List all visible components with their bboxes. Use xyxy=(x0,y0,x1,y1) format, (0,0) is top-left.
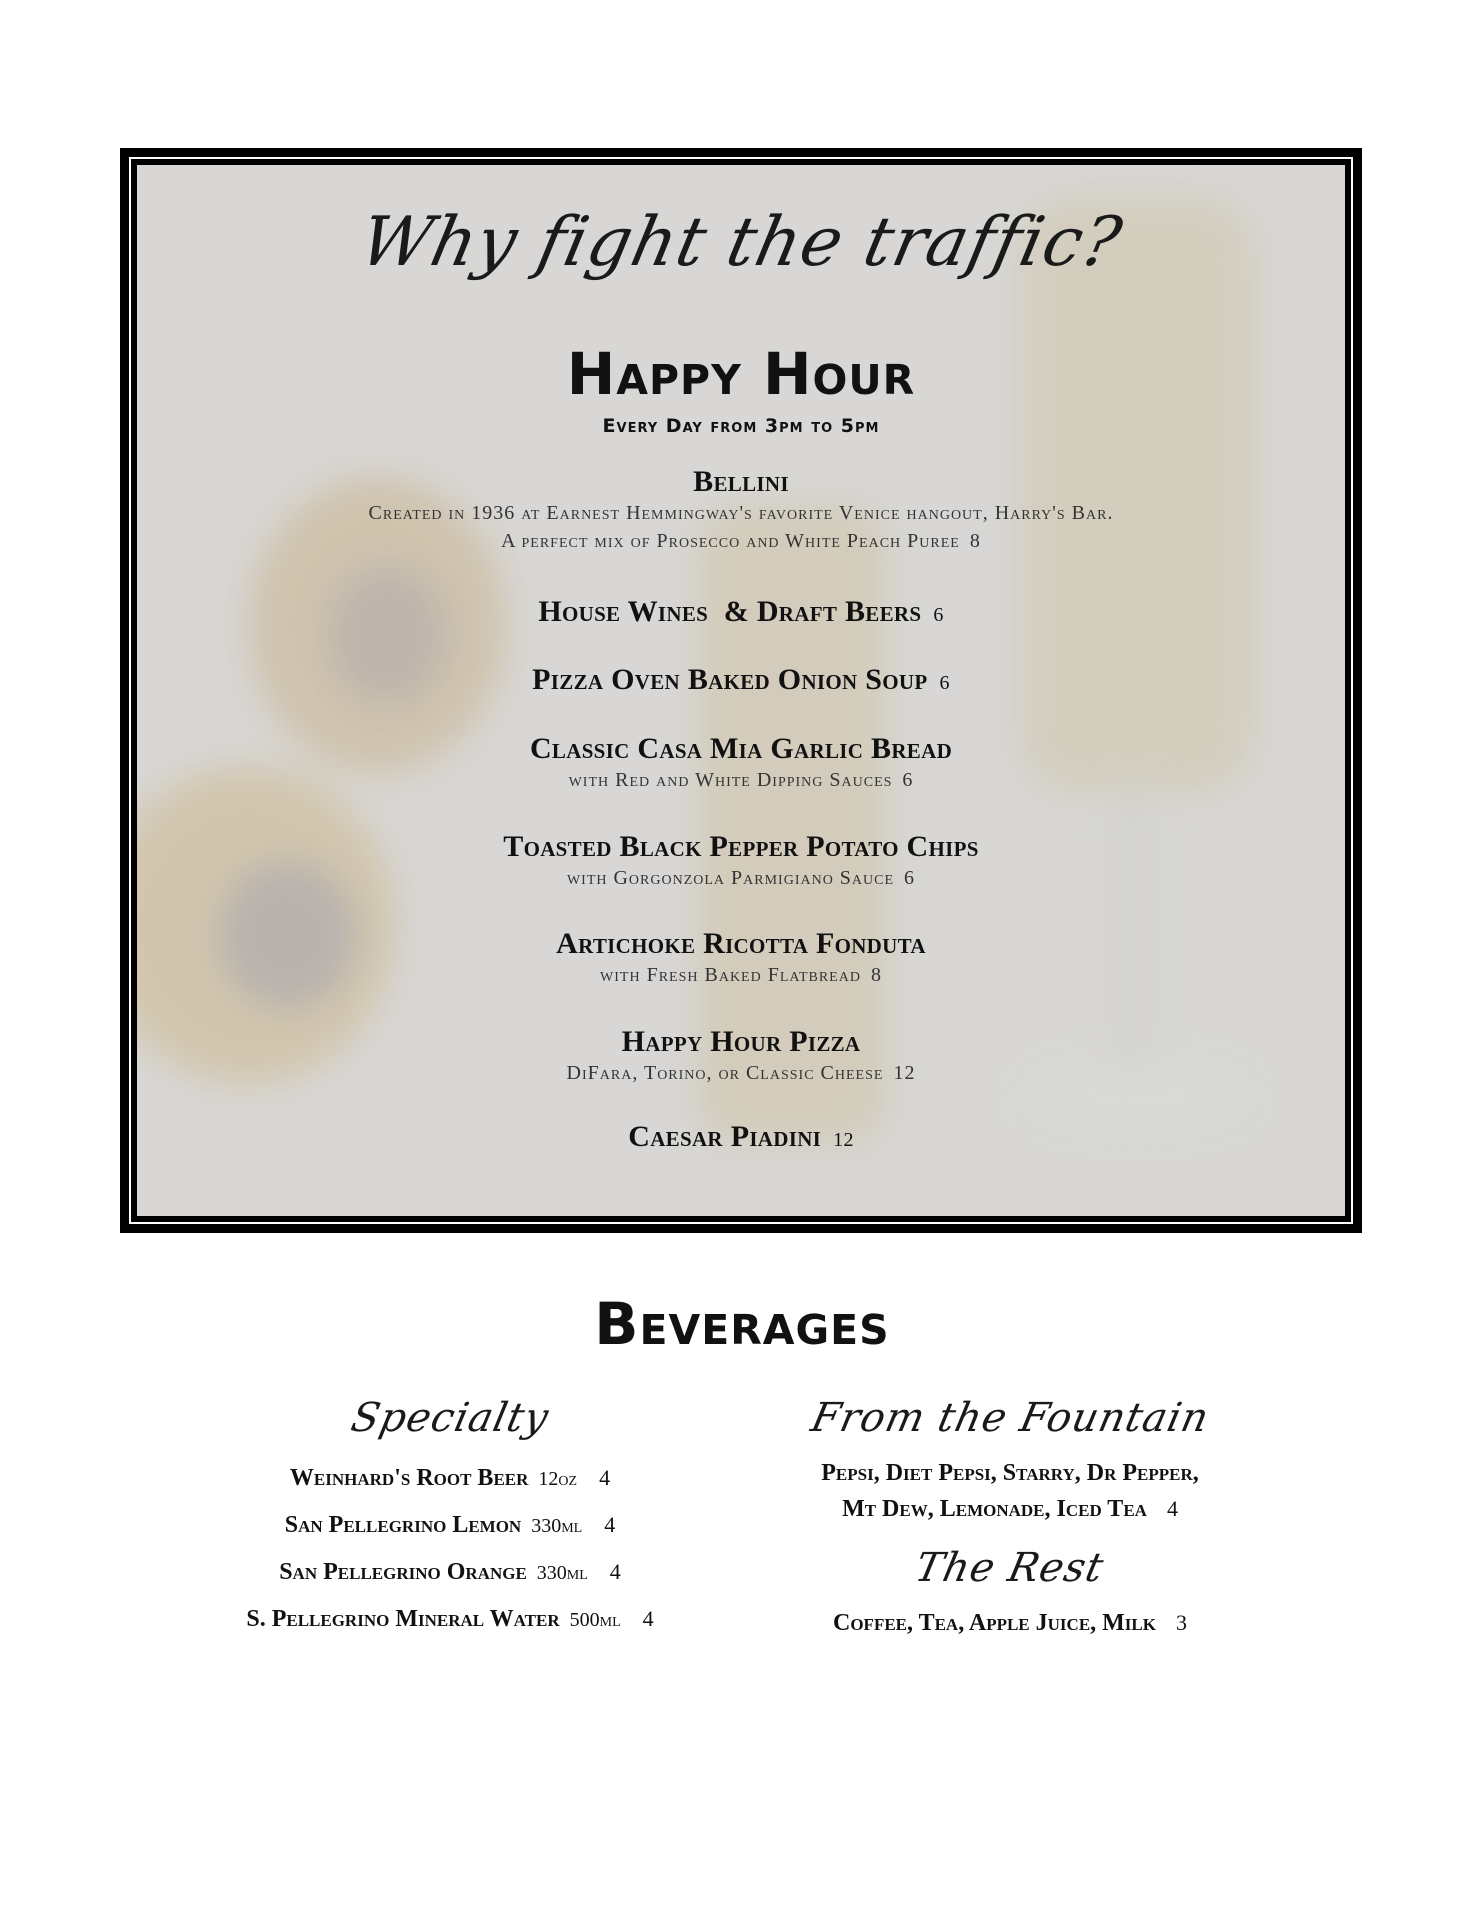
fountain-drinks xyxy=(760,1455,1260,1527)
beverage-name: S. Pellegrino Mineral Water xyxy=(246,1606,560,1632)
menu-item-onion-soup xyxy=(137,663,1345,697)
item-name: Classic Casa Mia Garlic Bread xyxy=(529,732,953,765)
fountain-price: 4 xyxy=(1166,1496,1178,1521)
the-rest-heading: The Rest xyxy=(911,1545,1109,1591)
item-price: 8 xyxy=(870,964,882,986)
item-name: Caesar Piadini xyxy=(628,1120,822,1153)
beverage-price: 4 xyxy=(604,1512,616,1537)
menu-item-happy-hour-pizza xyxy=(137,1025,1345,1087)
fountain-line: Mt Dew, Lemonade, Iced Tea xyxy=(842,1496,1147,1522)
fountain-column xyxy=(760,1395,1260,1641)
happy-hour-title: Happy Hour xyxy=(566,340,916,408)
menu-item-bellini xyxy=(137,465,1345,555)
beverage-item xyxy=(170,1455,730,1502)
specialty-heading: Specialty xyxy=(347,1395,553,1441)
beverage-size: 500ml xyxy=(569,1609,621,1631)
item-name: House Wines & Draft Beers xyxy=(538,595,922,628)
beverage-name: San Pellegrino Orange xyxy=(279,1559,527,1585)
item-description xyxy=(137,499,1345,555)
item-price: 6 xyxy=(939,672,950,694)
beverage-price: 4 xyxy=(609,1559,621,1584)
item-name: Happy Hour Pizza xyxy=(621,1025,861,1058)
description-line: Created in 1936 at Earnest Hemmingway's favorite Venice hangout, Harry's Bar. xyxy=(368,502,1114,524)
item-name: Toasted Black Pepper Potato Chips xyxy=(503,830,979,863)
happy-hour-frame xyxy=(120,148,1362,1233)
item-name: Artichoke Ricotta Fonduta xyxy=(556,927,926,960)
item-description: DiFara, Torino, or Classic Cheese xyxy=(566,1062,884,1084)
fountain-line: Pepsi, Diet Pepsi, Starry, Dr Pepper, xyxy=(821,1460,1199,1486)
description-line: A perfect mix of Prosecco and White Peach Puree xyxy=(501,530,960,552)
menu-item-house-wines xyxy=(137,595,1345,629)
menu-item-artichoke-fonduta xyxy=(137,927,1345,989)
beverage-price: 4 xyxy=(599,1465,611,1490)
specialty-column xyxy=(170,1395,730,1643)
item-description: with Fresh Baked Flatbread xyxy=(600,964,861,986)
beverage-size: 330ml xyxy=(531,1515,583,1537)
beverage-item xyxy=(170,1502,730,1549)
beverage-item xyxy=(170,1596,730,1643)
beverage-name: San Pellegrino Lemon xyxy=(284,1512,522,1538)
happy-hour-panel xyxy=(137,165,1345,1216)
beverage-price: 4 xyxy=(642,1606,654,1631)
beverage-size: 330ml xyxy=(536,1562,588,1584)
item-price: 12 xyxy=(893,1062,916,1084)
fountain-heading: From the Fountain xyxy=(806,1395,1214,1441)
item-price: 6 xyxy=(902,769,914,791)
beverage-name: Weinhard's Root Beer xyxy=(289,1465,529,1491)
rest-line: Coffee, Tea, Apple Juice, Milk xyxy=(833,1610,1156,1636)
happy-hour-schedule: Every Day from 3pm to 5pm xyxy=(602,415,880,437)
happy-hour-content xyxy=(137,165,1345,1216)
tagline: Why fight the traffic? xyxy=(353,203,1129,282)
item-price: 12 xyxy=(833,1129,854,1151)
item-price: 6 xyxy=(933,604,944,626)
item-name: Bellini xyxy=(693,465,789,498)
item-price: 8 xyxy=(969,530,981,552)
item-description: with Red and White Dipping Sauces xyxy=(568,769,893,791)
the-rest-drinks xyxy=(760,1605,1260,1641)
beverages-title: Beverages xyxy=(594,1290,890,1358)
item-name: Pizza Oven Baked Onion Soup xyxy=(532,663,928,696)
menu-item-garlic-bread xyxy=(137,732,1345,794)
item-price: 6 xyxy=(904,867,916,889)
rest-price: 3 xyxy=(1175,1610,1187,1635)
menu-item-potato-chips xyxy=(137,830,1345,892)
item-description: with Gorgonzola Parmigiano Sauce xyxy=(566,867,895,889)
menu-item-caesar-piadini xyxy=(137,1120,1345,1154)
beverage-size: 12oz xyxy=(538,1468,578,1490)
beverage-item xyxy=(170,1549,730,1596)
